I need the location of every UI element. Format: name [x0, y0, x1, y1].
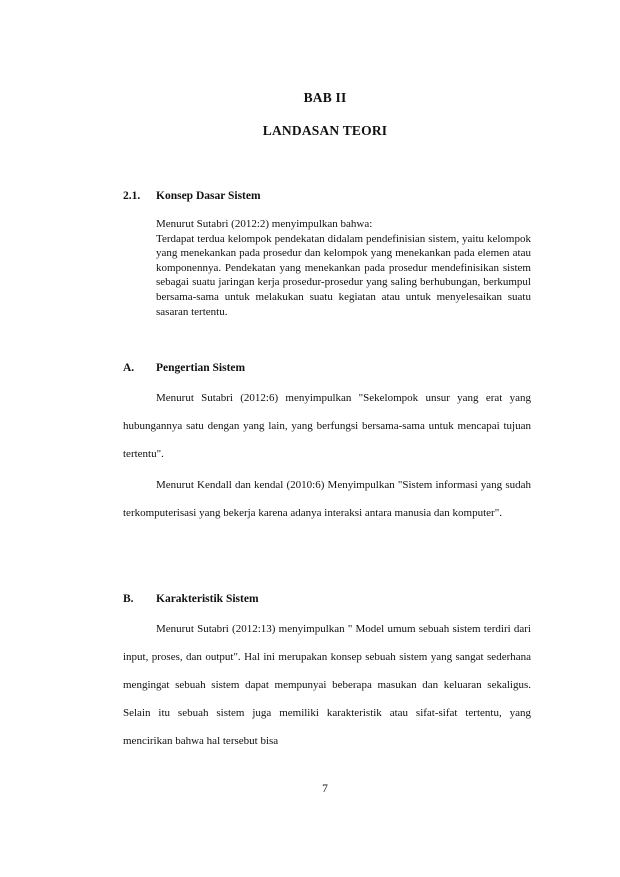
section-a-heading [123, 362, 245, 374]
page-number: 7 [322, 783, 328, 795]
section-a-number: A. [123, 362, 135, 374]
section-a-paragraph-2: Menurut Kendall dan kendal (2010:6) Menyimpulkan "Sistem informasi yang sudah terkomputerisasi yang bekerja karena adanya interaksi antara manusia dan komputer". [123, 479, 531, 519]
chapter-title: LANDASAN TEORI [262, 123, 388, 138]
section-b-number: B. [123, 593, 134, 605]
quote-intro: Menurut Sutabri (2012:2) menyimpulkan bahwa: [156, 218, 373, 230]
section-b-title: Karakteristik Sistem [156, 593, 259, 605]
section-2-1-title: Konsep Dasar Sistem [156, 190, 261, 202]
definition-quote-block [156, 217, 531, 319]
section-b-paragraph-1: Menurut Sutabri (2012:13) menyimpulkan " Model umum sebuah sistem terdiri dari input, proses, dan output". Hal ini merupakan konsep sebuah sistem yang sangat sederhana mengingat sebuah sistem dapat mempunyai beberapa masukan dan keluaran sekaligus. Selain itu sebuah sistem juga memiliki karakteristik atau sifat-sifat tertentu, yang mencirikan bahwa hal tersebut bisa [123, 623, 531, 747]
section-a-paragraph-1: Menurut Sutabri (2012:6) menyimpulkan "Sekelompok unsur yang erat yang hubungannya satu dengan yang lain, yang berfungsi bersama-sama untuk mencapai tujuan tertentu". [123, 392, 531, 460]
quote-text: Terdapat terdua kelompok pendekatan didalam pendefinisian sistem, yaitu kelompok yang menekankan pada prosedur dan kelompok yang menekankan pada elemen atau komponennya. Pendekatan yang menekankan pada prosedur mendefinisikan sistem sebagai suatu jaringan kerja prosedur-prosedur yang saling berhubungan, berkumpul bersama-sama untuk melakukan suatu kegiatan atau untuk menyelesaikan suatu sasaran tertentu. [156, 232, 531, 318]
section-b-heading [123, 593, 259, 605]
section-2-1-number: 2.1. [123, 190, 141, 202]
section-a-title: Pengertian Sistem [156, 362, 246, 374]
chapter-label: BAB II [303, 90, 347, 105]
section-2-1-heading [123, 190, 261, 202]
